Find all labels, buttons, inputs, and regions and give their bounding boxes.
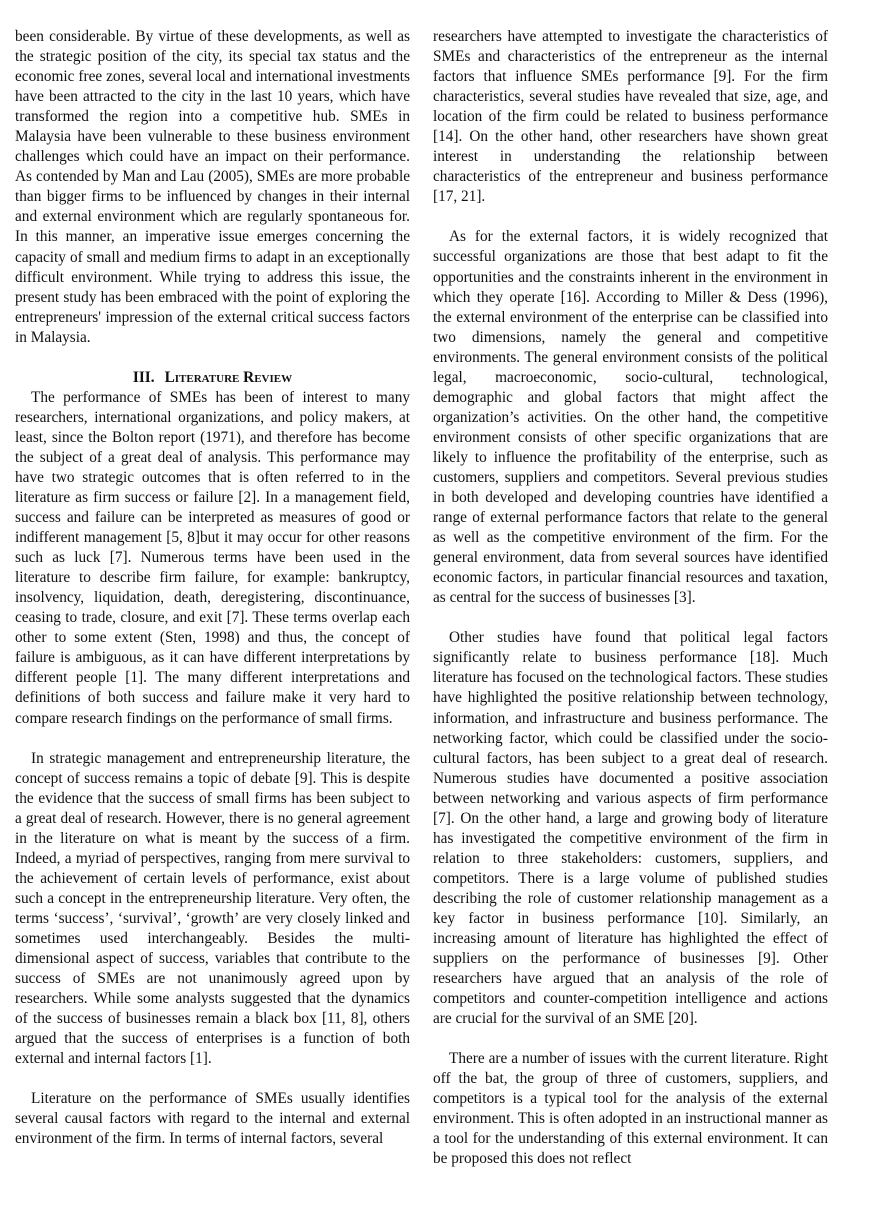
paragraph-external-factors: As for the external factors, it is widely recognized that successful organizations are those that best adapt to fit the opportunities and the constraints inherent in the environment in which they operate [16]. According to Miller & Dess (1996), the external environment of the enterprise can be classified into two dimensions, namely the general and competitive environments. The general environment consists of the political legal, macroeconomic, socio-cultural, technological, demographic and global factors that might affect the organization’s activities. On the other hand, the competitive environment consists of other specific organizations that are likely to influence the profitability of the enterprise, such as customers, suppliers and competitors. Several previous studies in both developed and developing countries have identified a range of external performance factors that relate to the general as well as the competitive environment of the firm. For the general environment, data from several sources have identified economic factors, in particular financial resources and taxation, as central for the success of businesses [3].: [433, 228, 828, 607]
paragraph-causal-factors: Literature on the performance of SMEs usually identifies several causal factors with regard to the internal and external environment of the firm. In terms of internal factors, several: [15, 1090, 410, 1148]
left-column: [15, 27, 410, 1149]
right-column: [433, 27, 828, 1170]
paragraph-sme-performance: The performance of SMEs has been of interest to many researchers, international organizations, and policy makers, at least, since the Bolton report (1971), and therefore has become the subject of a great deal of analysis. This performance may have two strategic outcomes that is often referred to in the literature as firm success or failure [2]. In a management field, success and failure can be interpreted as measures of good or indifferent management [5, 8]but it may occur for other reasons such as luck [7]. Numerous terms have been used in the literature to describe firm failure, for example: bankruptcy, insolvency, liquidation, death, deregistering, discontinuance, ceasing to trade, closure, and exit [7]. These terms overlap each other to some extent (Sten, 1998) and thus, the concept of failure is ambiguous, as it can have different interpretations by different people [1]. The many different interpretations and definitions of both success and failure make it very hard to compare research findings on the performance of small firms.: [15, 388, 410, 727]
section-number: III.: [132, 368, 155, 386]
paragraph-internal-factors: researchers have attempted to investigate the characteristics of SMEs and characteristics of the entrepreneur as the internal factors that influence SMEs performance [9]. For the firm characteristics, several studies have revealed that size, age, and location of the firm could be related to business performance [14]. On the other hand, other researchers have shown great interest in understanding the relationship between characteristics of the entrepreneur and business performance [17, 21].: [433, 28, 828, 206]
section-heading-literature-review: [15, 368, 410, 388]
paragraph-concept-of-success: In strategic management and entrepreneurship literature, the concept of success remains a topic of debate [9]. This is despite the evidence that the success of small firms has been subject to a great deal of research. However, there is no general agreement in the literature on what is meant by the success of a firm. Indeed, a myriad of perspectives, ranging from mere survival to the achievement of certain levels of performance, exist about such a concept in the entrepreneurship literature. Very often, the terms ‘success’, ‘survival’, ‘growth’ are very closely linked and sometimes used interchangeably. Besides the multi- dimensional aspect of success, variables that contribute to the success of SMEs are not unanimously agreed upon by researchers. While some analysts suggested that the dynamics of the success of businesses remain a black box [11, 8], others argued that the success of enterprises is a function of both external and internal factors [1].: [15, 749, 410, 1068]
paragraph-literature-issues: There are a number of issues with the current literature. Right off the bat, the group of three of customers, suppliers, and competitors is a typical tool for the analysis of the external environment. This is often adopted in an instructional manner as a tool for the understanding of this external environment. It can be proposed this does not reflect: [433, 1050, 828, 1168]
paragraph-intro-continuation: been considerable. By virtue of these developments, as well as the strategic position of the city, its special tax status and the economic free zones, several local and international investments have been attracted to the city in the last 10 years, which have transformed the region into a competitive hub. SMEs in Malaysia have been vulnerable to these business environment challenges which could have an impact on their performance. As contended by Man and Lau (2005), SMEs are more probable than bigger firms to be influenced by changes in their internal and external environment which are regularly spontaneous for. In this manner, an imperative issue emerges concerning the capacity of small and medium firms to adapt in an exceptionally difficult environment. While trying to address this issue, the present study has been embraced with the point of exploring the entrepreneurs' impression of the external critical success factors in Malaysia.: [15, 28, 410, 346]
section-title: Literature Review: [164, 368, 293, 386]
paragraph-other-studies: Other studies have found that political legal factors significantly relate to business performance [18]. Much literature has focused on the technological factors. These studies have highlighted the positive relationship between technology, information, and infrastructure and business performance. The networking factor, which could be classified under the socio- cultural factors, has been subject to a great deal of research. Numerous studies have documented a positive association between networking and various aspects of firm performance [7]. On the other hand, a large and growing body of literature has investigated the competitive environment of the firm in relation to three stakeholders: customers, suppliers, and competitors. There is a large volume of published studies describing the role of customer relationship management as a key factor in business performance [10]. Similarly, an increasing amount of literature has highlighted the effect of suppliers on the performance of businesses [9]. Other researchers have argued that an analysis of the role of competitors and counter-competition intelligence and actions are crucial for the survival of an SME [20].: [433, 629, 828, 1028]
